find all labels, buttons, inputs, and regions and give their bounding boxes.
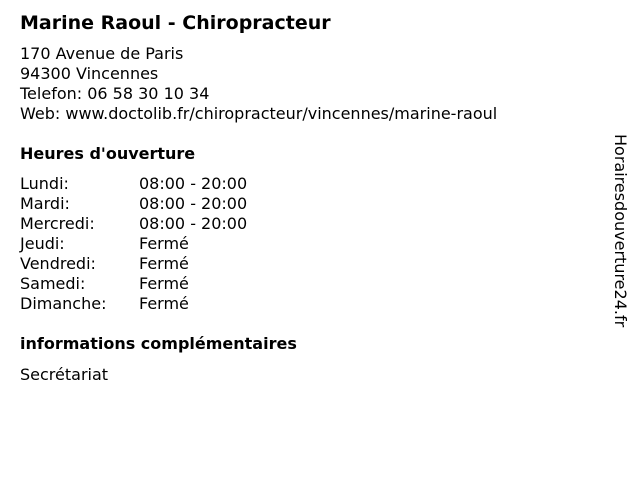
day-label: Dimanche: xyxy=(20,294,107,313)
day-hours: Fermé xyxy=(139,274,189,293)
hours-row-tuesday xyxy=(20,194,247,214)
day-hours: 08:00 - 20:00 xyxy=(139,194,248,213)
day-label: Mardi: xyxy=(20,194,70,213)
day-label: Samedi: xyxy=(20,274,86,293)
opening-hours-table xyxy=(20,174,247,314)
hours-row-saturday xyxy=(20,274,247,294)
day-hours: 08:00 - 20:00 xyxy=(139,214,248,233)
contact-info xyxy=(20,44,497,124)
day-label: Lundi: xyxy=(20,174,69,193)
hours-row-sunday xyxy=(20,294,247,314)
site-watermark: Horairesdouverture24.fr xyxy=(611,134,630,328)
extra-info-heading: informations complémentaires xyxy=(20,334,297,353)
hours-row-friday xyxy=(20,254,247,274)
hours-row-thursday xyxy=(20,234,247,254)
day-label: Mercredi: xyxy=(20,214,95,233)
day-label: Jeudi: xyxy=(20,234,65,253)
hours-row-wednesday xyxy=(20,214,247,234)
website: Web: www.doctolib.fr/chiropracteur/vincennes/marine-raoul xyxy=(20,104,498,123)
phone: Telefon: 06 58 30 10 34 xyxy=(20,84,210,103)
day-hours: Fermé xyxy=(139,254,189,273)
hours-heading: Heures d'ouverture xyxy=(20,144,196,163)
business-name: Marine Raoul - Chiropracteur xyxy=(20,12,331,34)
day-hours: Fermé xyxy=(139,234,189,253)
address-line2: 94300 Vincennes xyxy=(20,64,159,83)
extra-info-value: Secrétariat xyxy=(20,365,109,384)
address-line1: 170 Avenue de Paris xyxy=(20,44,184,63)
day-label: Vendredi: xyxy=(20,254,96,273)
day-hours: Fermé xyxy=(139,294,189,313)
hours-row-monday xyxy=(20,174,247,194)
day-hours: 08:00 - 20:00 xyxy=(139,174,248,193)
